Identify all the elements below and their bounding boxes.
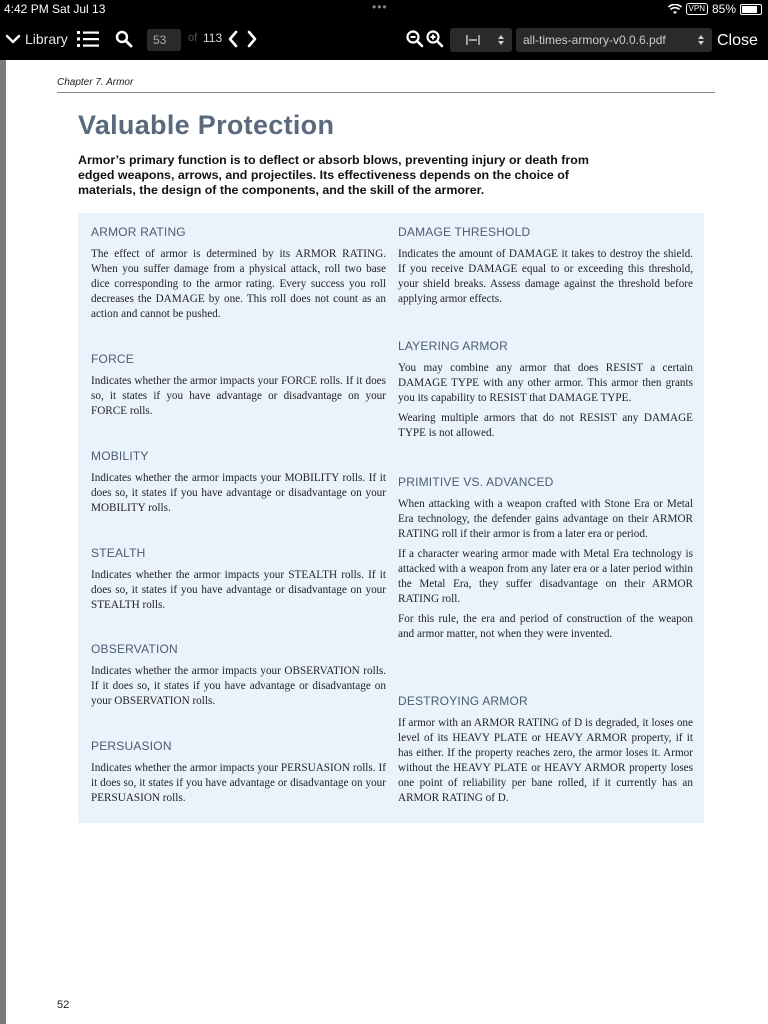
previous-page-button[interactable] bbox=[227, 18, 239, 60]
battery-icon bbox=[740, 4, 762, 15]
section-heading: OBSERVATION bbox=[91, 642, 178, 656]
section-text: Indicates whether the armor impacts your FORCE rolls. If it does so, it states if you have advantage or disadvantage on your FORCE rolls. bbox=[91, 375, 386, 417]
section-text: Wearing multiple armors that do not RESIST any DAMAGE TYPE is not allowed. bbox=[398, 412, 693, 439]
reader-toolbar bbox=[0, 18, 768, 60]
section-text: If a character wearing armor made with Metal Era technology is attacked with a weapon from any later era or a later period within the Metal Era, they suffer disadvantage on their ARMOR RATING roll. bbox=[398, 548, 693, 605]
library-button[interactable] bbox=[5, 18, 68, 60]
section-armor-rating bbox=[91, 225, 386, 327]
pdf-page bbox=[6, 60, 768, 1024]
document-filename: all-times-armory-v0.0.6.pdf bbox=[523, 33, 666, 47]
section-text: For this rule, the era and period of construction of the weapon and armor matter, not when they were invented. bbox=[398, 613, 693, 640]
section-text: The effect of armor is determined by its ARMOR RATING. When you suffer damage from a physical attack, roll two base dice corresponding to the armor rating. Every success you roll decreases the DAMAGE by one. This roll does not count as an action and cannot be pushed. bbox=[91, 248, 386, 320]
page-total: 113 bbox=[203, 31, 223, 45]
section-heading: LAYERING ARMOR bbox=[398, 339, 508, 353]
zoom-out-icon bbox=[406, 30, 424, 48]
status-time: 4:42 PM Sat Jul 13 bbox=[4, 2, 106, 16]
section-text: When attacking with a weapon crafted with Stone Era or Metal Era technology, the defender gains advantage on their ARMOR RATING roll if their armor is from a later era or period. bbox=[398, 498, 693, 540]
next-page-button[interactable] bbox=[246, 18, 258, 60]
chevron-down-icon bbox=[5, 33, 21, 45]
running-header: Chapter 7. Armor bbox=[57, 77, 134, 88]
chevron-right-icon bbox=[246, 30, 258, 48]
multitasking-dots-icon[interactable]: ••• bbox=[372, 0, 388, 14]
outline-button[interactable] bbox=[77, 18, 99, 60]
section-text: Indicates whether the armor impacts your STEALTH rolls. If it does so, it states if you have advantage or disadvantage on your STEALTH rolls. bbox=[91, 569, 386, 611]
section-text: Indicates whether the armor impacts your OBSERVATION rolls. If it does so, it states if you have advantage or disadvantage on your OBSERVATION rolls. bbox=[91, 665, 386, 707]
section-primitive-vs-advanced bbox=[398, 475, 693, 647]
page-title: Valuable Protection bbox=[78, 110, 335, 140]
battery-percent: 85% bbox=[711, 2, 736, 16]
page-of-label: of bbox=[188, 32, 198, 44]
search-icon bbox=[115, 30, 133, 48]
section-observation bbox=[91, 642, 386, 714]
document-select[interactable] bbox=[516, 28, 712, 52]
list-icon bbox=[77, 29, 99, 49]
section-stealth bbox=[91, 546, 386, 618]
fit-width-select[interactable] bbox=[450, 28, 512, 52]
page-number: 52 bbox=[57, 999, 70, 1011]
section-text: If armor with an ARMOR RATING of D is degraded, it loses one level of its HEAVY PLATE or HEAVY ARMOR property, if it has either. If the property reaches zero, the armor loses it. Armor without the HEAVY PLATE or HEAVY ARMOR property loses one point of reliability per bane rolled, if it currently has an ARMOR RATING of D. bbox=[398, 717, 693, 804]
library-label: Library bbox=[25, 31, 68, 47]
section-persuasion bbox=[91, 739, 386, 811]
info-panel bbox=[78, 213, 704, 823]
section-heading: MOBILITY bbox=[91, 449, 149, 463]
section-heading: ARMOR RATING bbox=[91, 225, 186, 239]
section-text: Indicates the amount of DAMAGE it takes to destroy the shield. If you receive DAMAGE equal to or exceeding this threshold, your shield breaks. Assess damage against the threshold before applying armor effects. bbox=[398, 248, 693, 305]
section-heading: FORCE bbox=[91, 352, 134, 366]
section-heading: DAMAGE THRESHOLD bbox=[398, 225, 531, 239]
section-heading: DESTROYING ARMOR bbox=[398, 694, 528, 708]
header-rule bbox=[57, 92, 715, 93]
zoom-in-icon bbox=[426, 30, 444, 48]
close-button[interactable]: Close bbox=[717, 32, 758, 49]
chevron-left-icon bbox=[227, 30, 239, 48]
wifi-icon bbox=[668, 4, 682, 15]
section-heading: PERSUASION bbox=[91, 739, 172, 753]
status-right bbox=[668, 2, 762, 16]
search-button[interactable] bbox=[115, 18, 133, 60]
status-bar bbox=[0, 0, 768, 18]
vpn-badge: VPN bbox=[686, 3, 708, 15]
section-destroying-armor bbox=[398, 694, 693, 811]
section-layering-armor bbox=[398, 339, 693, 446]
section-heading: STEALTH bbox=[91, 546, 146, 560]
section-text: You may combine any armor that does RESIST a certain DAMAGE TYPE with any other armor. This armor then grants you its capability to RESIST that DAMAGE TYPE. bbox=[398, 362, 693, 404]
select-arrows-icon bbox=[497, 34, 505, 46]
page-number-input[interactable]: 53 bbox=[147, 29, 181, 51]
select-arrows-icon bbox=[697, 34, 705, 46]
section-damage-threshold bbox=[398, 225, 693, 312]
section-force bbox=[91, 352, 386, 424]
fit-width-icon bbox=[466, 35, 480, 45]
section-heading: PRIMITIVE VS. ADVANCED bbox=[398, 475, 554, 489]
lead-paragraph: Armor’s primary function is to deflect or absorb blows, preventing injury or death from edged weapons, arrows, and projectiles. Its effectiveness depends on the choice of materials, the design of the components, and the skill of the armorer. bbox=[78, 153, 589, 197]
section-text: Indicates whether the armor impacts your PERSUASION rolls. If it does so, it states if you have advantage or disadvantage on your PERSUASION rolls. bbox=[91, 762, 386, 804]
zoom-in-button[interactable] bbox=[426, 18, 444, 60]
section-mobility bbox=[91, 449, 386, 521]
zoom-out-button[interactable] bbox=[406, 18, 424, 60]
section-text: Indicates whether the armor impacts your MOBILITY rolls. If it does so, it states if you have advantage or disadvantage on your MOBILITY rolls. bbox=[91, 472, 386, 514]
